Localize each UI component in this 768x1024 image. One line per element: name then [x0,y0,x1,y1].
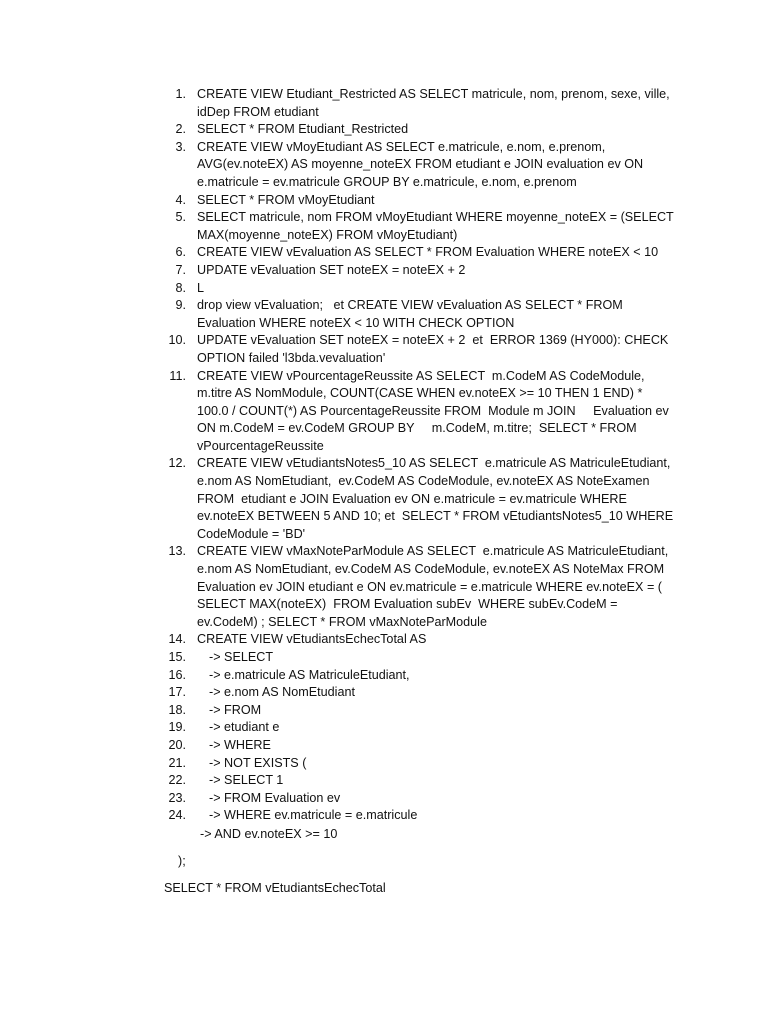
list-text: drop view vEvaluation; et CREATE VIEW vEvaluation AS SELECT * FROM Evaluation WHERE noteEX < 10 WITH CHECK OPTION [197,298,627,330]
list-text: CREATE VIEW vEvaluation AS SELECT * FROM Evaluation WHERE noteEX < 10 [197,245,659,260]
list-item [164,807,674,825]
list-number: 8. [175,280,186,295]
list-number: 11. [169,368,186,383]
list-item [164,719,674,737]
list-number: 15. [168,650,186,664]
list-item [164,772,674,790]
list-number: 3. [175,139,186,154]
list-text: UPDATE vEvaluation SET noteEX = noteEX + 2 et ERROR 1369 (HY000): CHECK OPTION failed 'l3bda.vevaluation' [197,333,672,365]
list-item [164,139,674,192]
list-item [164,262,674,280]
list-text: CREATE VIEW vPourcentageReussite AS SELECT m.CodeM AS CodeModule, m.titre AS NomModule, COUNT(CASE WHEN ev.noteEX >= 10 THEN 1 END) * 100.0 / COUNT(*) AS PourcentageReussite FROM Module m JOIN Evaluation ev ON m.CodeM = ev.CodeM GROUP BY m.CodeM, m.titre; SELECT * FROM vPourcentageReussite [197,368,673,453]
list-item [164,667,674,685]
sql-close-paren-line: ); [178,854,186,868]
list-item [164,332,674,367]
list-number: 16. [168,667,186,682]
list-number: 12. [168,456,186,471]
list-item [164,86,674,121]
list-item [164,755,674,773]
list-text: CREATE VIEW vEtudiantsNotes5_10 AS SELECT e.matricule AS MatriculeEtudiant, e.nom AS NomEtudiant, ev.CodeM AS CodeModule, ev.noteEX AS NoteExamen FROM etudiant e JOIN Evaluation ev ON e.matricule = ev.matricule WHERE ev.noteEX BETWEEN 5 AND 10; et SELECT * FROM vEtudiantsNotes5_10 WHERE CodeModule = 'BD' [197,456,677,541]
list-item [164,455,677,543]
list-text: UPDATE vEvaluation SET noteEX = noteEX + 2 [197,262,466,277]
list-number: 18. [168,702,186,717]
list-number: 10. [168,333,186,348]
list-item [164,297,674,332]
list-item [164,368,674,456]
list-text: -> NOT EXISTS ( [209,755,307,770]
list-number: 19. [168,720,186,735]
list-number: 20. [168,737,186,752]
list-text: -> etudiant e [209,720,280,735]
list-text: CREATE VIEW vEtudiantsEchecTotal AS [197,632,427,647]
list-number: 24. [168,808,186,823]
list-number: 13. [168,544,186,559]
list-text: CREATE VIEW Etudiant_Restricted AS SELECT matricule, nom, prenom, sexe, ville, idDep FROM etudiant [197,87,674,119]
list-number: 21. [168,755,186,770]
list-text: -> e.matricule AS MatriculeEtudiant, [209,667,410,682]
list-text: -> e.nom AS NomEtudiant [209,685,355,700]
list-item [164,702,674,720]
list-number: 2. [175,122,186,137]
list-number: 14. [168,632,186,647]
list-text: -> FROM Evaluation ev [209,790,341,805]
list-item [164,244,674,262]
list-number: 23. [168,790,186,805]
list-item [164,192,674,210]
list-item [164,790,674,808]
list-text: L [197,280,205,295]
list-text: -> SELECT [209,650,274,664]
list-item [164,280,674,298]
list-item [164,631,674,649]
list-text: SELECT * FROM Etudiant_Restricted [197,122,409,137]
list-text: SELECT * FROM vMoyEtudiant [197,192,375,207]
list-number: 1. [175,87,186,101]
list-item [164,737,674,755]
list-item [164,543,674,631]
list-text: -> WHERE ev.matricule = e.matricule [209,808,418,823]
list-text: SELECT matricule, nom FROM vMoyEtudiant WHERE moyenne_noteEX = (SELECT MAX(moyenne_noteEX) FROM vMoyEtudiant) [197,210,678,242]
sql-statement-list [164,86,678,825]
list-text: -> FROM [209,702,262,717]
list-text: CREATE VIEW vMoyEtudiant AS SELECT e.matricule, e.nom, e.prenom, AVG(ev.noteEX) AS moyenne_noteEX FROM etudiant e JOIN evaluation ev ON e.matricule = ev.matricule GROUP BY e.matricule, e.nom, e.prenom [197,139,647,189]
list-number: 9. [175,298,186,313]
list-item [164,121,674,139]
sql-final-select-line: SELECT * FROM vEtudiantsEchecTotal [164,881,386,895]
list-text: -> SELECT 1 [209,773,284,788]
list-text: -> WHERE [209,737,271,752]
list-number: 6. [175,245,186,260]
list-item [164,649,674,667]
list-item [164,209,678,244]
list-number: 22. [168,773,186,788]
list-number: 7. [175,262,186,277]
list-text: CREATE VIEW vMaxNoteParModule AS SELECT e.matricule AS MatriculeEtudiant, e.nom AS NomEtudiant, ev.CodeM AS CodeModule, ev.noteEX AS NoteMax FROM Evaluation ev JOIN etudiant e ON ev.matricule = e.matricule WHERE ev.noteEX = ( SELECT MAX(noteEX) FROM Evaluation subEv WHERE subEv.CodeM = ev.CodeM) ; SELECT * FROM vMaxNoteParModule [197,544,672,629]
list-item [164,684,674,702]
list-number: 4. [175,192,186,207]
list-number: 5. [175,210,186,225]
sql-and-line: -> AND ev.noteEX >= 10 [200,827,338,841]
list-number: 17. [168,685,186,700]
